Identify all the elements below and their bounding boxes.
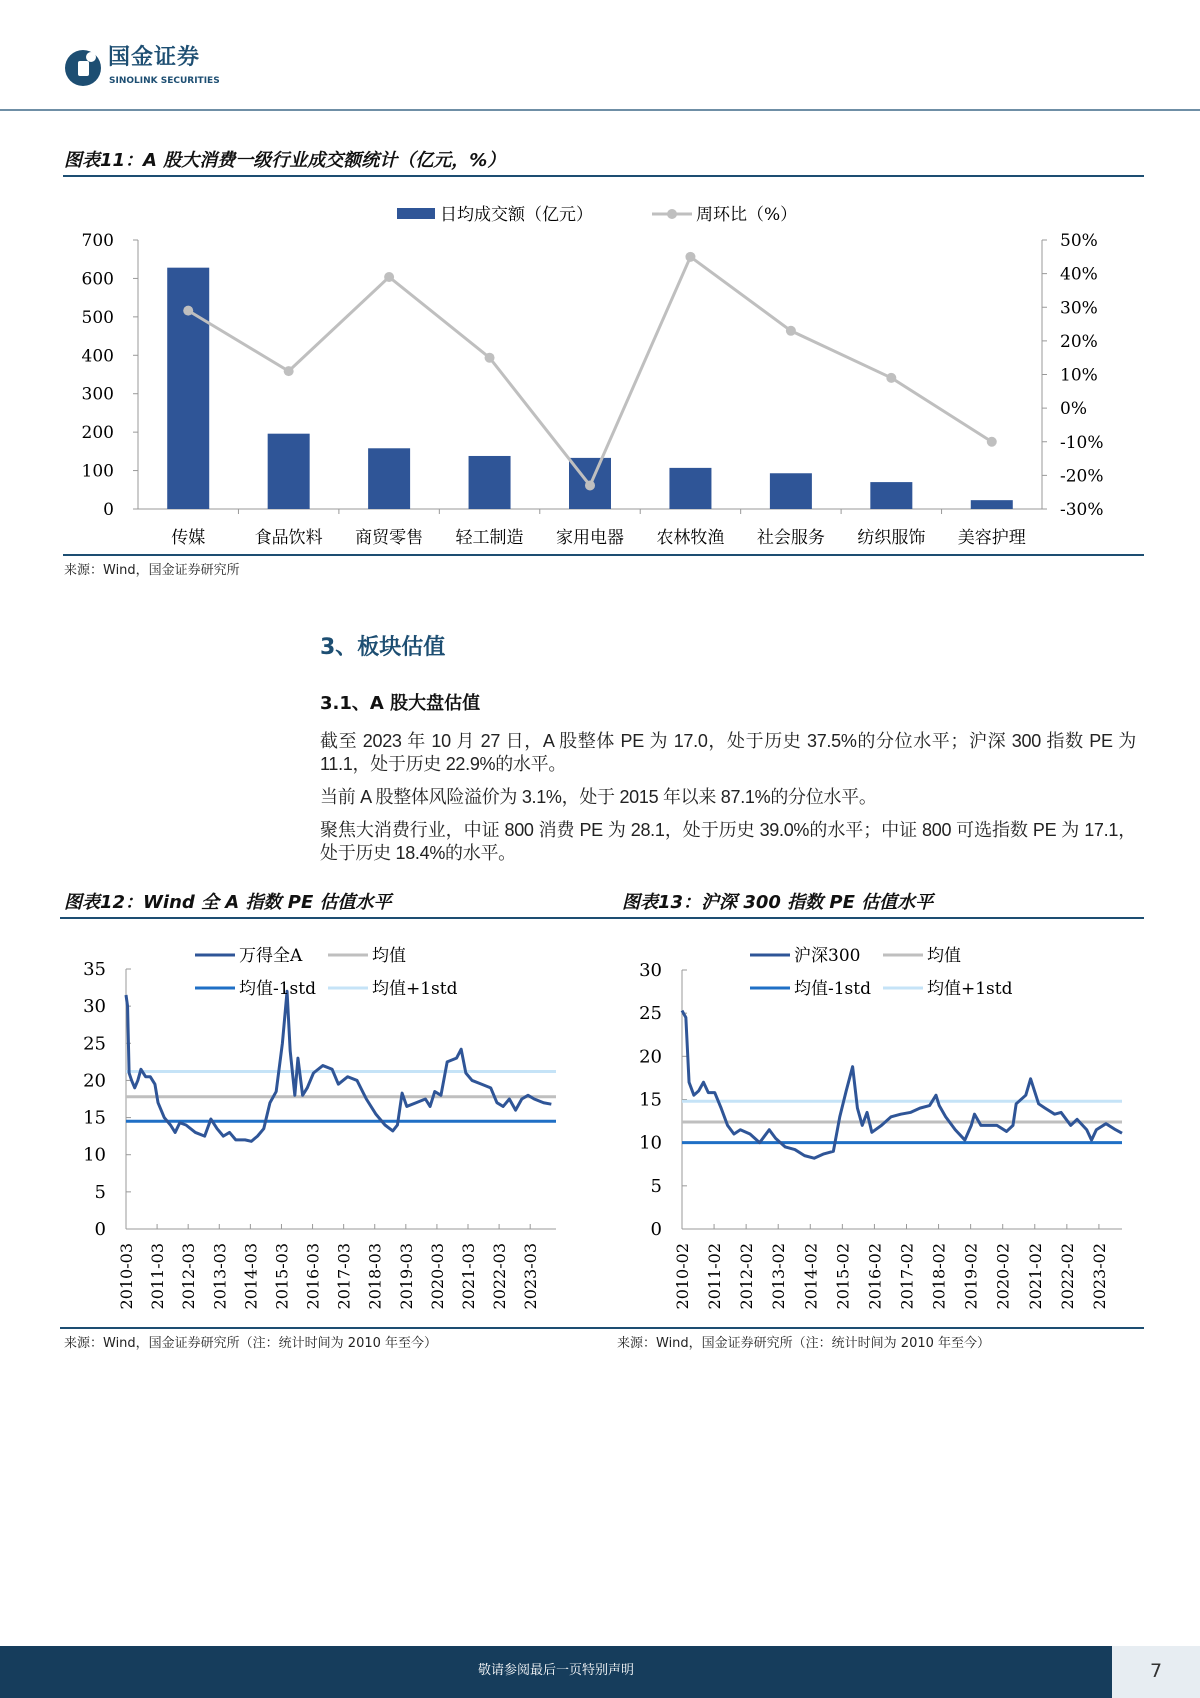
figure-11-bottom-rule	[63, 554, 1144, 556]
category-label: 轻工制造	[455, 528, 524, 548]
wow-point	[485, 353, 495, 363]
bar-轻工制造	[469, 456, 511, 509]
x-tick-label: 2020-02	[993, 1243, 1013, 1310]
figure-13-source: 来源：Wind，国金证券研究所（注：统计时间为 2010 年至今）	[617, 1336, 991, 1351]
category-label: 传媒	[171, 528, 206, 548]
legend-label: 均值+1std	[927, 979, 1013, 999]
x-tick-label: 2016-02	[865, 1243, 885, 1310]
figure-11-top-rule	[63, 175, 1144, 177]
y2-tick-label: -10%	[1060, 432, 1104, 453]
logo-text-cn: 国金证券	[108, 45, 201, 70]
x-tick-label: 2021-03	[459, 1243, 479, 1310]
logo-text-en: SINOLINK SECURITIES	[109, 76, 220, 86]
category-label: 家用电器	[556, 528, 624, 548]
y-tick-label: 20	[83, 1070, 106, 1092]
wow-point	[585, 480, 595, 490]
footer-disclaimer: 敬请参阅最后一页特别声明	[477, 1663, 634, 1678]
legend-bar-label: 日均成交额（亿元）	[440, 205, 593, 225]
bar-传媒	[167, 268, 209, 509]
section-heading: 3、板块估值	[320, 635, 446, 660]
bar-美容护理	[971, 500, 1013, 509]
wow-point	[183, 306, 193, 316]
category-label: 食品饮料	[254, 528, 323, 548]
y2-tick-label: 40%	[1060, 264, 1098, 285]
wow-point	[886, 373, 896, 383]
x-tick-label: 2014-03	[241, 1243, 261, 1310]
y-tick-label: 15	[639, 1089, 662, 1111]
x-tick-label: 2022-03	[490, 1243, 510, 1310]
wow-point	[284, 366, 294, 376]
paragraph-2: 当前 A 股整体风险溢价为 3.1%，处于 2015 年以来 87.1%的分位水平。	[320, 787, 877, 807]
y-tick-label: 35	[83, 959, 106, 980]
y2-tick-label: 20%	[1060, 331, 1098, 352]
x-tick-label: 2020-03	[427, 1243, 447, 1310]
footer-bar	[0, 1646, 1112, 1698]
y-tick-label: 5	[650, 1175, 662, 1197]
logo	[64, 46, 234, 90]
x-tick-label: 2016-03	[303, 1243, 323, 1310]
y-tick-label: 0	[94, 1219, 106, 1240]
figure-11-title: 图表11：A 股大消费一级行业成交额统计（亿元，%）	[64, 150, 506, 171]
figure-11-chart	[0, 180, 1200, 552]
y-tick-label: 30	[639, 960, 662, 981]
y-tick-label: 500	[81, 307, 114, 328]
legend-bar-swatch	[397, 208, 435, 219]
x-tick-label: 2023-03	[521, 1243, 541, 1310]
x-tick-label: 2021-02	[1025, 1243, 1045, 1310]
y-tick-label: 100	[81, 461, 114, 482]
legend-label: 沪深300	[794, 946, 861, 966]
figure-12-title: 图表12：Wind 全 A 指数 PE 估值水平	[64, 892, 392, 913]
bar-商贸零售	[368, 448, 410, 509]
figure-12-source: 来源：Wind，国金证券研究所（注：统计时间为 2010 年至今）	[64, 1336, 438, 1351]
legend-label: 均值-1std	[239, 979, 316, 999]
x-tick-label: 2022-02	[1057, 1243, 1077, 1310]
category-label: 商贸零售	[355, 528, 424, 548]
x-tick-label: 2013-02	[769, 1243, 789, 1310]
subsection-heading: 3.1、A 股大盘估值	[320, 693, 481, 714]
figure-12-chart	[60, 925, 600, 1325]
legend-label: 均值-1std	[794, 979, 871, 999]
y-tick-label: 400	[81, 346, 114, 367]
x-tick-label: 2017-02	[897, 1243, 917, 1310]
sinolink-logo-icon	[64, 49, 102, 87]
x-tick-label: 2019-03	[396, 1243, 416, 1310]
x-tick-label: 2011-03	[148, 1243, 168, 1310]
legend-line-label: 周环比（%）	[696, 205, 798, 225]
y2-tick-label: 10%	[1060, 365, 1098, 386]
y-tick-label: 200	[81, 423, 114, 444]
y-tick-label: 25	[639, 1003, 662, 1025]
y-tick-label: 20	[639, 1046, 662, 1068]
y-tick-label: 30	[83, 996, 106, 1018]
x-tick-label: 2010-03	[117, 1243, 136, 1310]
bar-社会服务	[770, 473, 812, 509]
x-tick-label: 2015-02	[833, 1243, 853, 1310]
bar-农林牧渔	[669, 468, 711, 509]
pe-line	[682, 1011, 1122, 1159]
figure-11-source: 来源：Wind，国金证券研究所	[64, 563, 240, 578]
y-tick-label: 300	[81, 384, 114, 405]
category-label: 社会服务	[756, 528, 825, 548]
y2-tick-label: 0%	[1060, 399, 1087, 420]
x-tick-label: 2010-02	[673, 1243, 692, 1310]
x-tick-label: 2013-03	[210, 1243, 230, 1310]
x-tick-label: 2017-03	[334, 1243, 354, 1310]
wow-point	[384, 272, 394, 282]
y2-tick-label: 50%	[1060, 231, 1098, 251]
wow-point	[685, 252, 695, 262]
x-tick-label: 2011-02	[705, 1243, 725, 1310]
x-tick-label: 2014-02	[801, 1243, 821, 1310]
x-tick-label: 2019-02	[961, 1243, 981, 1310]
paragraph-3: 聚焦大消费行业，中证 800 消费 PE 为 28.1，处于历史 39.0%的水平；中证 800 可选指数 PE 为 17.1，处于历史 18.4%的水平。	[320, 820, 1136, 863]
legend-line-marker	[667, 209, 677, 219]
y-tick-label: 0	[103, 500, 114, 520]
figure-13-title: 图表13：沪深 300 指数 PE 估值水平	[622, 892, 934, 913]
wow-point	[786, 326, 796, 336]
legend-label: 万得全A	[239, 946, 303, 966]
page-number: 7	[1149, 1660, 1163, 1682]
x-tick-label: 2015-03	[272, 1243, 292, 1310]
y2-tick-label: -20%	[1060, 466, 1104, 487]
section-body	[320, 730, 1136, 875]
y-tick-label: 700	[81, 231, 114, 251]
legend-label: 均值	[372, 946, 406, 966]
x-tick-label: 2023-02	[1089, 1243, 1109, 1310]
y-tick-label: 15	[83, 1107, 106, 1129]
y-tick-label: 0	[650, 1219, 662, 1240]
bar-食品饮料	[268, 434, 310, 509]
y-tick-label: 5	[94, 1181, 106, 1203]
x-tick-label: 2018-03	[365, 1243, 385, 1310]
y2-tick-label: -30%	[1060, 500, 1104, 520]
wow-point	[987, 437, 997, 447]
legend-label: 均值	[927, 946, 961, 966]
category-label: 美容护理	[957, 528, 1026, 548]
paragraph-1: 截至 2023 年 10 月 27 日，A 股整体 PE 为 17.0，处于历史 37.5%的分位水平；沪深 300 指数 PE 为 11.1，处于历史 22.9%的水平。	[320, 731, 1136, 774]
header-divider	[0, 109, 1200, 111]
y-tick-label: 10	[639, 1132, 662, 1154]
y-tick-label: 25	[83, 1033, 106, 1055]
y-tick-label: 600	[81, 269, 114, 290]
pe-line	[126, 991, 551, 1141]
category-label: 纺织服饰	[857, 528, 926, 548]
figure-12-13-bottom-rule	[60, 1327, 1144, 1329]
legend-label: 均值+1std	[372, 979, 458, 999]
x-tick-label: 2012-02	[737, 1243, 757, 1310]
category-label: 农林牧渔	[656, 528, 725, 548]
y-tick-label: 10	[83, 1144, 106, 1166]
figure-13-chart	[615, 925, 1155, 1325]
x-tick-label: 2018-02	[929, 1243, 949, 1310]
x-tick-label: 2012-03	[179, 1243, 199, 1310]
bar-纺织服饰	[870, 482, 912, 509]
figure-12-13-top-rule	[60, 917, 1144, 919]
y2-tick-label: 30%	[1060, 298, 1098, 319]
page-number-box	[1112, 1646, 1200, 1698]
